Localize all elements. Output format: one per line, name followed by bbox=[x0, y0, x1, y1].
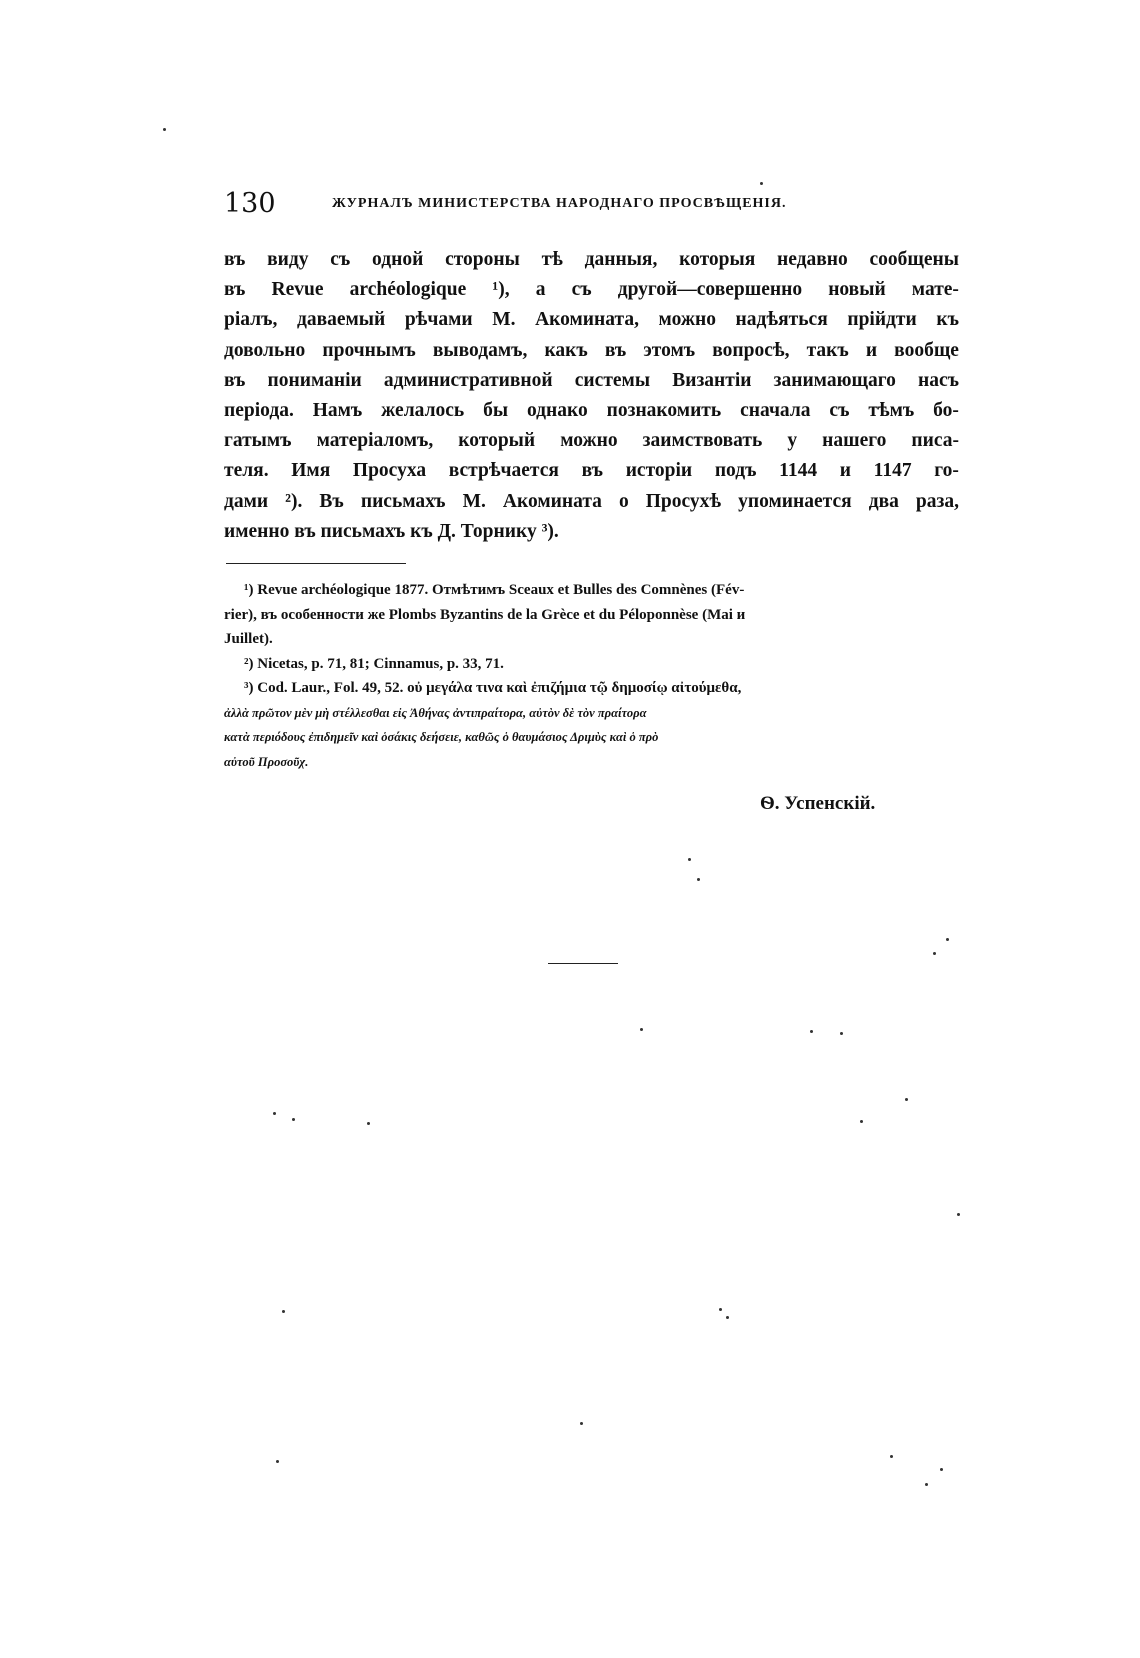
body-line: теля. Имя Просуха встрѣчается въ исторіи подъ 1144 и 1147 го- bbox=[224, 460, 959, 482]
scan-speck bbox=[946, 938, 949, 941]
scan-speck bbox=[957, 1213, 960, 1216]
footnote-3-line: κατὰ περιόδους ἐπιδημεῖν καὶ ὁσάκις δεήσειε, καθῶς ὁ θαυμάσιος Δριμὺς καὶ ὁ πρὸ bbox=[224, 730, 659, 744]
body-line: дами ²). Въ письмахъ М. Акомината о Просухѣ упоминается два раза, bbox=[224, 490, 959, 512]
scan-speck bbox=[890, 1455, 893, 1458]
scan-speck bbox=[282, 1310, 285, 1313]
scan-speck bbox=[719, 1308, 722, 1311]
scan-speck bbox=[276, 1460, 279, 1463]
scan-speck bbox=[933, 952, 936, 955]
footnote-1-line: ¹) Revue archéologique 1877. Отмѣтимъ Sceaux et Bulles des Comnènes (Fév- bbox=[244, 582, 745, 598]
footnote-3-line: ἀλλὰ πρῶτον μὲν μὴ στέλλεσθαι εἰς Ἀθήνας ἀντιπραίτορα, αὐτὸν δὲ τὸν πραίτορα bbox=[224, 705, 647, 720]
footnote-1-line: Juillet). bbox=[224, 631, 273, 647]
scan-speck bbox=[640, 1028, 643, 1031]
scan-speck bbox=[940, 1468, 943, 1471]
footnote-3-line: αὐτοῦ Προσοῦχ. bbox=[224, 754, 309, 769]
body-line: именно въ письмахъ къ Д. Торнику ³). bbox=[224, 520, 559, 542]
scan-speck bbox=[925, 1483, 928, 1486]
scan-speck bbox=[688, 858, 691, 861]
body-line: періода. Намъ желалось бы однако познакомить сначала съ тѣмъ бо- bbox=[224, 399, 959, 421]
scan-speck bbox=[292, 1118, 295, 1121]
scan-speck bbox=[840, 1032, 843, 1035]
footnote-3-line: ³) Cod. Laur., Fol. 49, 52. οὐ μεγάλα τινα καὶ ἐπιζήμια τῷ δημοσίῳ αἰτούμεθα, bbox=[244, 680, 742, 696]
scan-speck bbox=[810, 1030, 813, 1033]
body-line: въ Revue archéologique ¹), а съ другой—совершенно новый мате- bbox=[224, 279, 959, 301]
body-line: въ пониманіи административной системы Византіи занимающаго насъ bbox=[224, 369, 959, 391]
footnote-2: ²) Nicetas, p. 71, 81; Cinnamus, p. 33, 71. bbox=[244, 655, 504, 672]
body-line: ріалъ, даваемый рѣчами М. Акомината, можно надѣяться прійдти къ bbox=[224, 309, 959, 331]
body-paragraph bbox=[224, 245, 959, 547]
page-number: 130 bbox=[224, 188, 276, 219]
end-rule bbox=[548, 963, 618, 964]
scan-speck bbox=[273, 1112, 276, 1115]
footnote-1-line: rier), въ особенности же Plombs Byzantins de la Grèce et du Péloponnèse (Mai и bbox=[224, 606, 746, 623]
scan-speck bbox=[580, 1422, 583, 1425]
scan-speck bbox=[697, 878, 700, 881]
scan-speck bbox=[905, 1098, 908, 1101]
scan-speck bbox=[760, 182, 763, 185]
footnote-separator bbox=[226, 563, 406, 564]
body-line: гатымъ матеріаломъ, который можно заимствовать у нашего писа- bbox=[224, 430, 959, 452]
body-line: довольно прочнымъ выводамъ, какъ въ этомъ вопросѣ, такъ и вообще bbox=[224, 339, 959, 361]
scan-speck bbox=[367, 1122, 370, 1125]
footnotes bbox=[224, 578, 959, 774]
journal-title: ЖУРНАЛЪ МИНИСТЕРСТВА НАРОДНАГО ПРОСВѢЩЕНІЯ. bbox=[332, 196, 787, 211]
author-signature: Ѳ. Успенскій. bbox=[760, 793, 876, 814]
scan-speck bbox=[726, 1316, 729, 1319]
body-line: въ виду съ одной стороны тѣ данныя, которыя недавно сообщены bbox=[224, 249, 959, 270]
scan-speck bbox=[860, 1120, 863, 1123]
scan-speck bbox=[163, 128, 166, 131]
running-head bbox=[224, 188, 874, 218]
